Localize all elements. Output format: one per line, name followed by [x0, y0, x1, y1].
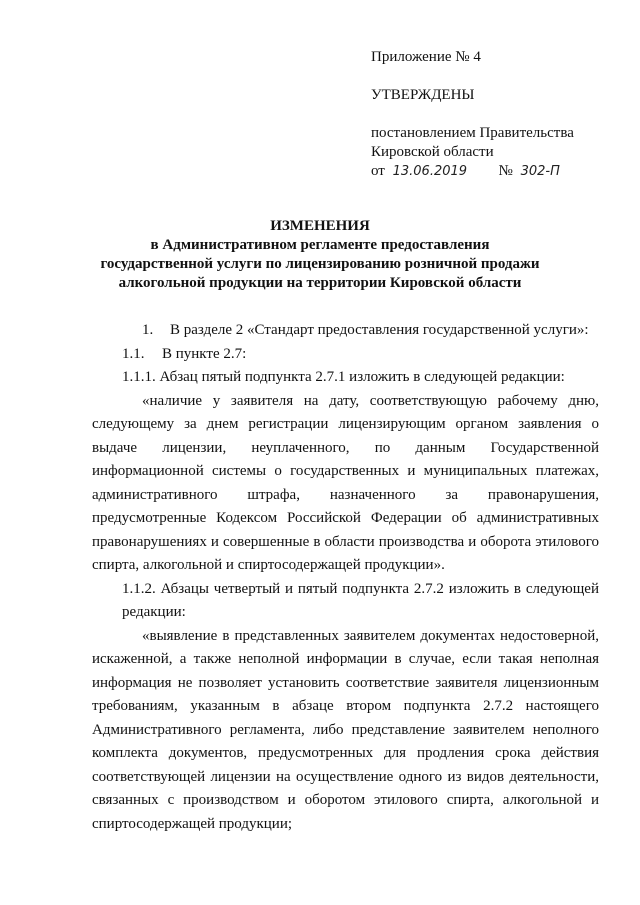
title-line-1: в Административном регламенте предоставления	[150, 237, 490, 253]
handwritten-number: 302-П	[520, 164, 560, 179]
item-1-1	[92, 343, 599, 367]
item-1-1-number: 1.1.	[122, 345, 145, 362]
item-1-1-1: 1.1.1. Абзац пятый подпункта 2.7.1 изложить в следующей редакции:	[122, 369, 565, 385]
item-1-number: 1.	[142, 322, 154, 338]
approved-label: УТВЕРЖДЕНЫ	[371, 87, 475, 103]
document-title	[92, 217, 548, 293]
from-label: от	[371, 163, 385, 179]
document-body	[92, 319, 599, 836]
number-label: №	[498, 163, 513, 179]
title-line-2: государственной услуги по лицензированию розничной продажи	[100, 256, 540, 272]
item-1-1-text: В пункте 2.7:	[162, 345, 247, 362]
quote-paragraph-2: «выявление в представленных заявителем документах недостоверной, искаженной, а также неполной информации в случае, если такая неполная информация не позволяет установить соответствие заявителя лицензионным требованиям, указанным в абзаце втором подпункта 2.7.2 настоящего Административного регламента, либо представление заявителем неполного комплекта документов, предусмотренных для продления срока действия соответствующей лицензии на осуществление одного из видов деятельности, связанных с производством и оборотом этилового спирта, алкогольной и спиртосодержащей продукции;	[92, 627, 599, 832]
item-1	[92, 319, 599, 343]
item-1-1-2: 1.1.2. Абзацы четвертый и пятый подпункта 2.7.2 изложить в следующей редакции:	[122, 580, 599, 620]
approval-block	[371, 48, 621, 181]
title-heading: ИЗМЕНЕНИЯ	[270, 218, 370, 234]
approval-line-2: Кировской области	[371, 144, 494, 160]
handwritten-date: 13.06.2019	[392, 164, 468, 179]
approval-line-1: постановлением Правительства	[371, 125, 574, 141]
item-1-text: В разделе 2 «Стандарт предоставления государственной услуги»:	[170, 322, 589, 338]
quote-paragraph-1: «наличие у заявителя на дату, соответствующую рабочему дню, следующему за днем регистрации лицензирующим органом заявления о выдаче лицензии, неуплаченного, по данным Государственной информационной системы о государственных и муниципальных платежах, административного штрафа, назначенного за правонарушения, предусмотренные Кодексом Российской Федерации об административных правонарушениях и совершенные в области производства и оборота этилового спирта, алкогольной и спиртосодержащей продукции».	[92, 392, 599, 573]
title-line-3: алкогольной продукции на территории Кировской области	[118, 275, 522, 291]
approval-date-line	[371, 162, 621, 181]
appendix-label: Приложение № 4	[371, 49, 481, 65]
